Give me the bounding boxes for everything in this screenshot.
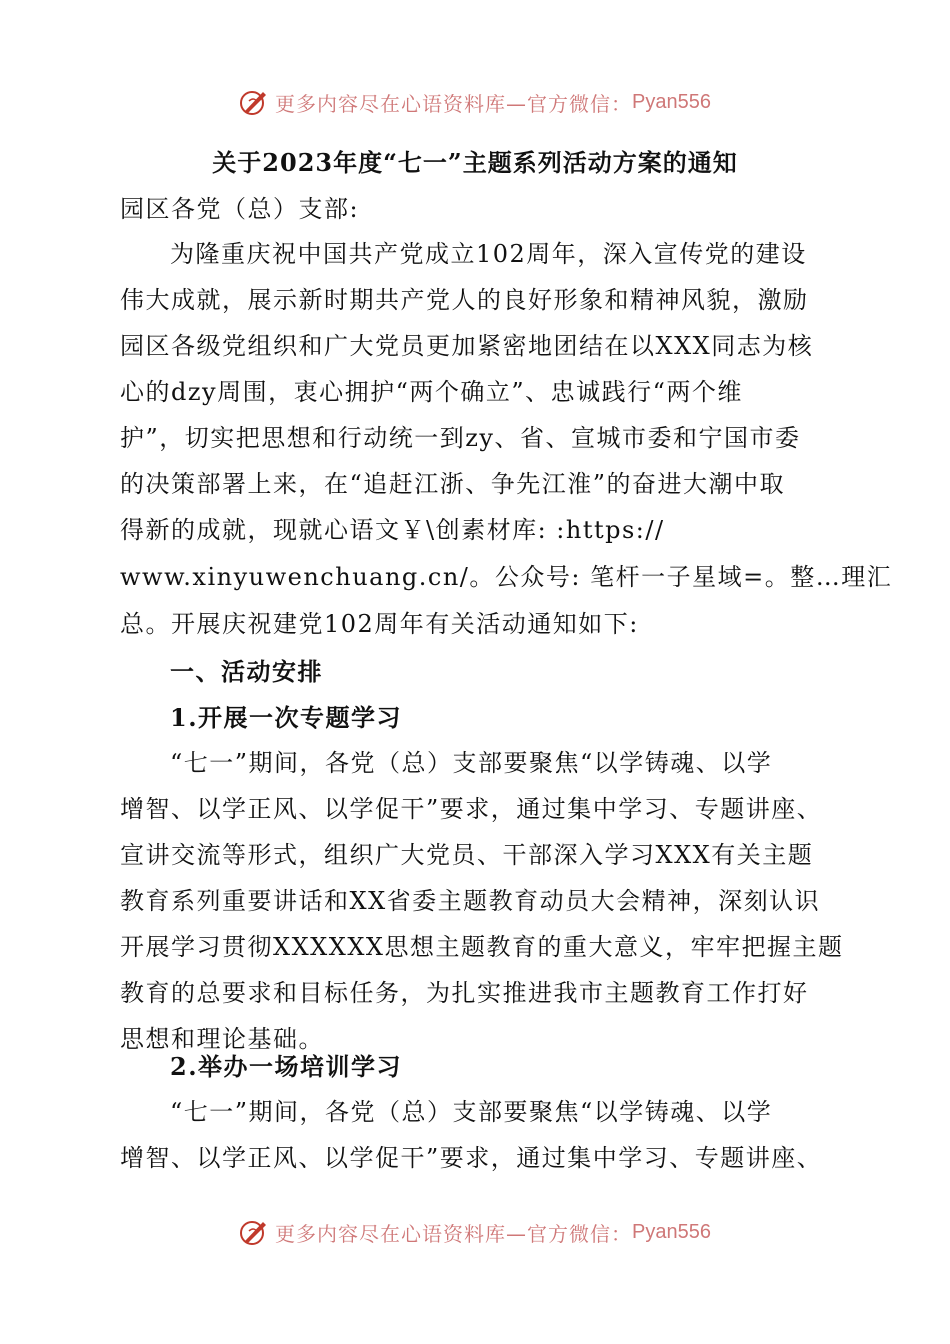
paragraph-line: 教育的总要求和目标任务，为扎实推进我市主题教育工作打好	[120, 979, 809, 1007]
paragraph-line: 护”，切实把思想和行动统一到zy、省、宣城市委和宁国市委	[120, 424, 801, 452]
paragraph-line: “七一”期间，各党（总）支部要聚焦“以学铸魂、以学	[170, 1098, 773, 1126]
paragraph-line: 得新的成就，现就心语文￥\创素材库: :https://	[120, 516, 665, 544]
document-title: 关于2023年度“七一”主题系列活动方案的通知	[212, 148, 738, 177]
paragraph-line: 的决策部署上来，在“追赶江浙、争先江淮”的奋进大潮中取	[120, 470, 786, 498]
paragraph-line: 增智、以学正风、以学促干”要求，通过集中学习、专题讲座、	[120, 795, 823, 823]
paragraph-line: 开展学习贯彻XXXXXX思想主题教育的重大意义，牢牢把握主题	[120, 933, 844, 961]
pen-logo-icon	[239, 1217, 269, 1247]
watermark-text: 更多内容尽在心语资料库—官方微信：	[275, 1221, 633, 1246]
paragraph-line: 心的dzy周围，衷心拥护“两个确立”、忠诚践行“两个维	[120, 378, 743, 406]
paragraph-line: 思想和理论基础。	[120, 1025, 324, 1053]
paragraph-line: 总。开展庆祝建党102周年有关活动通知如下:	[120, 610, 639, 638]
paragraph-line: 伟大成就，展示新时期共产党人的良好形象和精神风貌，激励	[120, 286, 809, 314]
paragraph-line: 为隆重庆祝中国共产党成立102周年，深入宣传党的建设	[170, 240, 807, 268]
paragraph-line: 教育系列重要讲话和XX省委主题教育动员大会精神，深刻认识	[120, 887, 821, 915]
paragraph-line: www.xinyuwenchuang.cn/。公众号: 笔杆一子星域=。整…理汇	[120, 563, 893, 591]
watermark-wechat: Pyan556	[632, 90, 711, 113]
salutation: 园区各党（总）支部:	[120, 195, 360, 223]
watermark-wechat: Pyan556	[632, 1220, 711, 1243]
section-heading: 一、活动安排	[170, 657, 323, 686]
item-heading: 1.开展一次专题学习	[170, 703, 403, 732]
watermark-text: 更多内容尽在心语资料库—官方微信：	[275, 91, 633, 116]
paragraph-line: 增智、以学正风、以学促干”要求，通过集中学习、专题讲座、	[120, 1144, 823, 1172]
paragraph-line: 宣讲交流等形式，组织广大党员、干部深入学习XXX有关主题	[120, 841, 814, 869]
item-heading: 2.举办一场培训学习	[170, 1052, 403, 1081]
paragraph-line: “七一”期间，各党（总）支部要聚焦“以学铸魂、以学	[170, 749, 773, 777]
paragraph-line: 园区各级党组织和广大党员更加紧密地团结在以XXX同志为核	[120, 332, 814, 360]
watermark-banner-bottom	[0, 1212, 950, 1252]
